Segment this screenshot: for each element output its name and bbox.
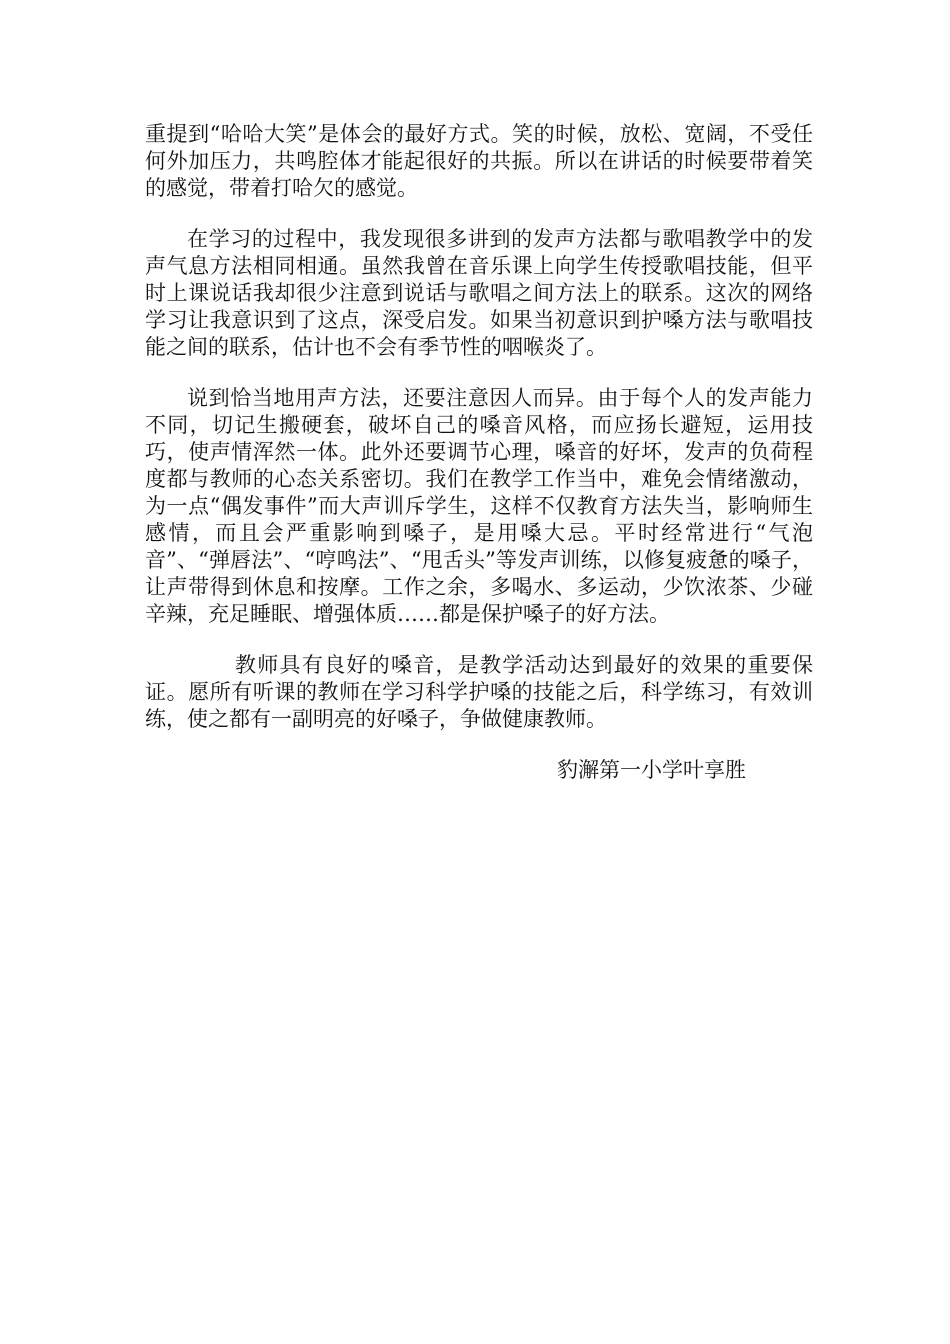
paragraph-continuation: 重提到“哈哈大笑”是体会的最好方式。笑的时候，放松、宽阔，不受任何外加压力，共鸣腔体才能起很好的共振。所以在讲话的时候要带着笑的感觉，带着打哈欠的感觉。 — [145, 122, 813, 200]
paragraph-learning-process: 在学习的过程中，我发现很多讲到的发声方法都与歌唱教学中的发声气息方法相同相通。虽然我曾在音乐课上向学生传授歌唱技能，但平时上课说话我却很少注意到说话与歌唱之间方法上的联系。这次的网络学习让我意识到了这点，深受启发。如果当初意识到护嗓方法与歌唱技能之间的联系，估计也不会有季节性的咽喉炎了。 — [145, 227, 813, 359]
author-signature: 豹澥第一小学叶享胜 — [557, 758, 746, 782]
paragraph-voice-methods: 说到恰当地用声方法，还要注意因人而异。由于每个人的发声能力不同，切记生搬硬套，破坏自己的嗓音风格，而应扬长避短，运用技巧，使声情浑然一体。此外还要调节心理，嗓音的好坏，发声的负荷程度都与教师的心态关系密切。我们在教学工作当中，难免会情绪激动，为一点“偶发事件”而大声训斥学生，这样不仅教育方法失当，影响师生感情，而且会严重影响到嗓子，是用嗓大忌。平时经常进行“气泡音”、“弹唇法”、“哼鸣法”、“甩舌头”等发声训练，以修复疲惫的嗓子，让声带得到休息和按摩。工作之余，多喝水、多运动，少饮浓茶、少碰辛辣，充足睡眠、增强体质……都是保护嗓子的好方法。 — [145, 386, 813, 626]
paragraph-conclusion: 教师具有良好的嗓音，是教学活动达到最好的效果的重要保证。愿所有听课的教师在学习科学护嗓的技能之后，科学练习，有效训练，使之都有一副明亮的好嗓子，争做健康教师。 — [145, 653, 813, 731]
document-body — [145, 121, 813, 784]
